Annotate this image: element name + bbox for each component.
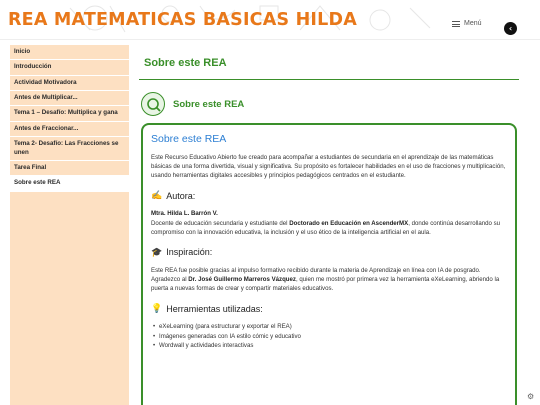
author-heading xyxy=(151,190,507,201)
author-bio-pre: Docente de educación secundaria y estudiante del xyxy=(151,219,290,227)
tools-heading-text: Herramientas utilizadas: xyxy=(166,303,263,314)
page-title: Sobre este REA xyxy=(144,57,227,69)
sidebar-item-tarea-final[interactable]: Tarea Final xyxy=(10,161,129,176)
list-item: • Imágenes generadas con IA estilo cómic y educativo xyxy=(151,332,507,341)
top-header xyxy=(0,0,540,40)
sidebar-nav xyxy=(10,45,129,405)
sidebar-item-tema-2[interactable]: Tema 2- Desafío: Las Fracciones se unen xyxy=(10,137,129,161)
card-heading: Sobre este REA xyxy=(151,133,227,145)
inspiration-bold: Dr. José Guillermo Marreros Vázquez xyxy=(188,275,296,283)
inspiration-post: , quien me mostró por primera vez la herramienta eXeLearning, abriendo la puerta a nuevas formas de crear y compartir materiales educativos. xyxy=(151,275,500,293)
hamburger-icon xyxy=(452,21,460,27)
sidebar-item-antes-de-multiplicar[interactable]: Antes de Multiplicar... xyxy=(10,91,129,106)
author-heading-text: Autora: xyxy=(166,190,196,201)
settings-icon[interactable]: ⚙ xyxy=(527,392,535,401)
list-item: • Wordwall y actividades interactivas xyxy=(151,341,507,350)
menu-button[interactable] xyxy=(452,20,482,27)
content-card xyxy=(141,123,517,405)
author-bio-bold: Doctorado en Educación en AscenderMX xyxy=(289,219,409,227)
inspiration-paragraph xyxy=(151,266,507,293)
inspiration-pre: Este REA fue posible gracias al impulso formativo recibido durante la materia de Aprendizaje en línea con IA de posgrado. Agradezco al xyxy=(151,266,481,283)
menu-label: Menú xyxy=(464,20,482,27)
author-bio xyxy=(151,219,507,237)
site-title[interactable]: REA MATEMATICAS BASICAS HILDA xyxy=(8,10,357,30)
inspiration-heading-text: Inspiración: xyxy=(166,247,213,258)
tools-list xyxy=(151,322,507,350)
graduation-cap-icon: 🎓 xyxy=(151,246,163,257)
main-content xyxy=(139,45,529,405)
title-divider xyxy=(139,79,519,80)
sidebar-item-sobre-este-rea[interactable]: Sobre este REA xyxy=(10,176,129,191)
sidebar-item-introduccion[interactable]: Introducción xyxy=(10,60,129,75)
section-header xyxy=(139,89,519,121)
writing-hand-icon: ✍ xyxy=(151,190,163,201)
chevron-left-icon[interactable]: ‹ xyxy=(504,22,517,35)
author-name xyxy=(151,209,507,218)
magnifier-section-icon xyxy=(141,92,165,116)
intro-paragraph: Este Recurso Educativo Abierto fue creado para acompañar a estudiantes de secundaria en el aprendizaje de las matemáticas básicas de una forma divertida, visual y significativa. Su propósito es fortalecer habilidades en el uso de fracciones y multiplicación, usando herramientas digitales accesibles y principios pedagógicos centrados en el estudiante. xyxy=(151,154,506,180)
section-label: Sobre este REA xyxy=(173,99,245,110)
author-bio-post: , donde continúa desarrollando su compromiso con la innovación educativa, la inclusión y el uso ético de la inteligencia artificial en el aula. xyxy=(151,219,501,236)
tools-heading xyxy=(151,303,507,314)
sidebar-item-antes-de-fraccionar[interactable]: Antes de Fraccionar... xyxy=(10,122,129,137)
sidebar-item-actividad-motivadora[interactable]: Actividad Motivadora xyxy=(10,76,129,91)
lightbulb-icon: 💡 xyxy=(151,303,163,314)
inspiration-heading xyxy=(151,247,507,258)
list-item: • eXeLearning (para estructurar y exportar el REA) xyxy=(151,322,507,331)
sidebar-item-tema-1[interactable]: Tema 1 – Desafío: Multiplica y gana xyxy=(10,106,129,121)
sidebar-item-inicio[interactable]: Inicio xyxy=(10,45,129,60)
author-name-text: Mtra. Hilda L. Barrón V. xyxy=(151,210,218,218)
